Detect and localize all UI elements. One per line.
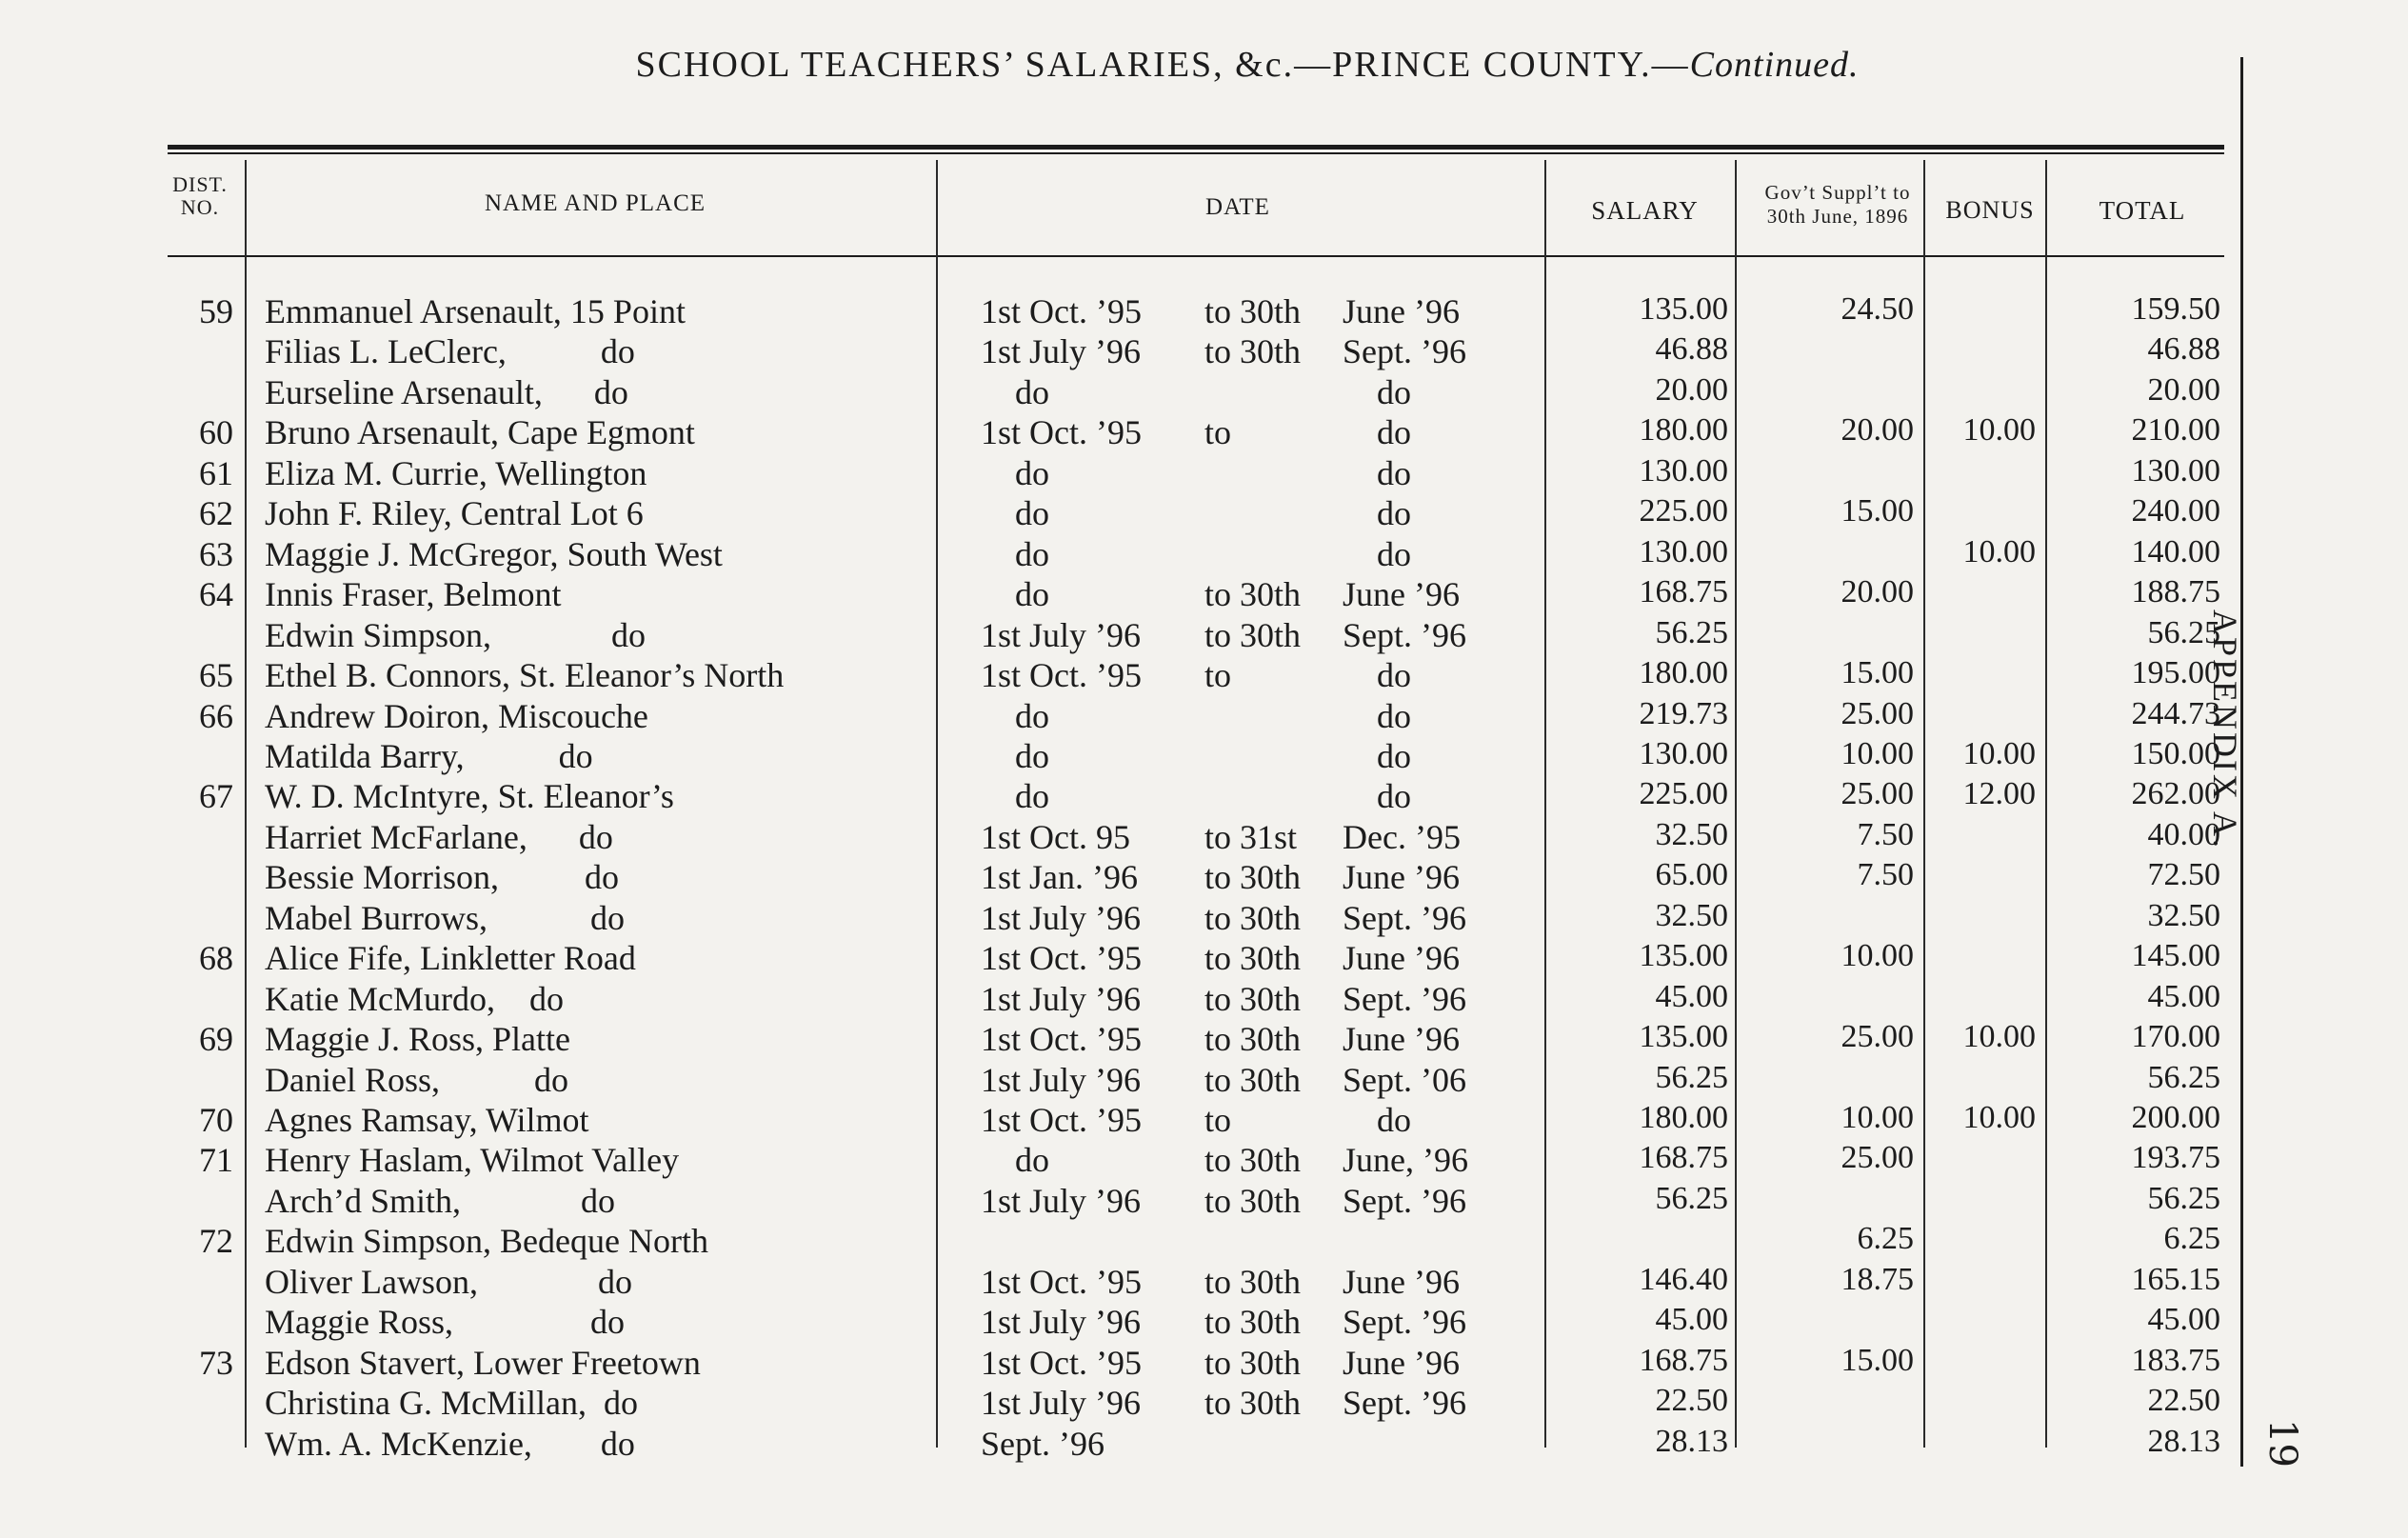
- gov-suppl-cell: 15.00: [1841, 493, 1914, 529]
- table-row: [0, 1019, 2408, 1059]
- date-to-cell: to 30th: [1204, 1303, 1302, 1342]
- table-row: [0, 1181, 2408, 1221]
- date-end-cell: June ’96: [1343, 858, 1460, 897]
- dist-no-cell: 64: [199, 575, 233, 614]
- gov-suppl-cell: 25.00: [1841, 776, 1914, 812]
- table-row: [0, 655, 2408, 695]
- total-cell: 210.00: [2131, 412, 2220, 449]
- date-from-cell: 1st July ’96: [981, 1060, 1142, 1099]
- header-rule: [168, 255, 2224, 257]
- top-rule-thick: [168, 145, 2224, 150]
- total-cell: 165.15: [2131, 1261, 2220, 1297]
- total-cell: 45.00: [2147, 1302, 2220, 1338]
- salary-cell: 130.00: [1639, 533, 1728, 569]
- date-to-cell: to 30th: [1204, 292, 1302, 330]
- name-place-cell: Edwin Simpson, Bedeque North: [265, 1222, 708, 1261]
- table-row: [0, 1302, 2408, 1342]
- name-place-cell: Agnes Ramsay, Wilmot: [265, 1101, 589, 1139]
- salary-cell: 135.00: [1639, 938, 1728, 974]
- date-end-cell: do: [1343, 736, 1411, 775]
- salary-cell: 22.50: [1655, 1383, 1728, 1419]
- salary-cell: 56.25: [1655, 1180, 1728, 1216]
- salary-cell: 180.00: [1639, 655, 1728, 691]
- bonus-cell: 10.00: [1962, 1100, 2036, 1135]
- page-title: [343, 44, 2152, 86]
- salary-cell: 219.73: [1639, 695, 1728, 731]
- salary-cell: 56.25: [1655, 614, 1728, 650]
- date-to-cell: to 30th: [1204, 939, 1302, 978]
- gov-suppl-cell: 18.75: [1841, 1261, 1914, 1297]
- name-place-cell: Bessie Morrison, do: [265, 858, 619, 897]
- date-from-cell: do: [981, 372, 1049, 411]
- date-from-cell: 1st July ’96: [981, 332, 1142, 371]
- total-cell: 240.00: [2131, 493, 2220, 529]
- dist-no-cell: 70: [199, 1101, 233, 1139]
- date-from-cell: 1st Oct. ’95: [981, 939, 1142, 978]
- salary-cell: 225.00: [1639, 493, 1728, 529]
- total-cell: 145.00: [2131, 938, 2220, 974]
- header-bonus: BONUS: [1945, 196, 2035, 224]
- header-gov-line2: 30th June, 1896: [1766, 205, 1909, 228]
- header-dist-no-line2: NO.: [180, 195, 220, 219]
- table-row: [0, 736, 2408, 776]
- table-row: [0, 1383, 2408, 1423]
- header-date: DATE: [1205, 194, 1270, 220]
- date-end-cell: do: [1343, 696, 1411, 735]
- header-dist-no: [157, 173, 243, 219]
- total-cell: 195.00: [2131, 655, 2220, 691]
- date-end-cell: Sept. ’96: [1343, 615, 1466, 654]
- date-from-cell: do: [981, 696, 1049, 735]
- name-place-cell: Emmanuel Arsenault, 15 Point: [265, 292, 686, 330]
- dist-no-cell: 67: [199, 777, 233, 816]
- name-place-cell: Eurseline Arsenault, do: [265, 372, 628, 411]
- table-row: [0, 1262, 2408, 1302]
- gov-suppl-cell: 10.00: [1841, 1100, 1914, 1135]
- salary-cell: 28.13: [1655, 1423, 1728, 1459]
- gov-suppl-cell: 7.50: [1857, 816, 1914, 852]
- table-row: [0, 979, 2408, 1019]
- salary-cell: 46.88: [1655, 331, 1728, 368]
- total-cell: 170.00: [2131, 1019, 2220, 1055]
- total-cell: 56.25: [2147, 1059, 2220, 1095]
- salary-cell: 168.75: [1639, 1342, 1728, 1378]
- date-from-cell: 1st July ’96: [981, 1384, 1142, 1423]
- name-place-cell: Arch’d Smith, do: [265, 1181, 615, 1220]
- total-cell: 22.50: [2147, 1383, 2220, 1419]
- total-cell: 183.75: [2131, 1342, 2220, 1378]
- date-from-cell: do: [981, 777, 1049, 816]
- table-row: [0, 291, 2408, 331]
- salary-cell: 146.40: [1639, 1261, 1728, 1297]
- name-place-cell: John F. Riley, Central Lot 6: [265, 494, 644, 533]
- name-place-cell: W. D. McIntyre, St. Eleanor’s: [265, 777, 674, 816]
- total-cell: 20.00: [2147, 371, 2220, 408]
- date-end-cell: Sept. ’96: [1343, 979, 1466, 1018]
- bonus-cell: 10.00: [1962, 735, 2036, 771]
- gov-suppl-cell: 7.50: [1857, 857, 1914, 893]
- date-to-cell: to 30th: [1204, 1020, 1302, 1059]
- bonus-cell: 12.00: [1962, 776, 2036, 812]
- salary-cell: 45.00: [1655, 1302, 1728, 1338]
- table-row: [0, 331, 2408, 371]
- title-continued: Continued.: [1689, 45, 1860, 85]
- date-end-cell: June ’96: [1343, 939, 1460, 978]
- header-salary: SALARY: [1591, 196, 1699, 225]
- dist-no-cell: 66: [199, 696, 233, 735]
- date-to-cell: to 30th: [1204, 1384, 1302, 1423]
- salary-cell: 135.00: [1639, 1019, 1728, 1055]
- total-cell: 159.50: [2131, 291, 2220, 327]
- total-cell: 46.88: [2147, 331, 2220, 368]
- name-place-cell: Maggie J. Ross, Platte: [265, 1020, 570, 1059]
- table-row: [0, 1343, 2408, 1383]
- gov-suppl-cell: 15.00: [1841, 655, 1914, 691]
- gov-suppl-cell: 20.00: [1841, 574, 1914, 610]
- date-from-cell: 1st Oct. ’95: [981, 1262, 1142, 1301]
- date-from-cell: do: [981, 1141, 1049, 1180]
- dist-no-cell: 72: [199, 1222, 233, 1261]
- date-from-cell: 1st July ’96: [981, 979, 1142, 1018]
- name-place-cell: Wm. A. McKenzie, do: [265, 1424, 635, 1463]
- date-from-cell: 1st July ’96: [981, 1303, 1142, 1342]
- date-end-cell: June ’96: [1343, 1262, 1460, 1301]
- date-from-cell: 1st Oct. ’95: [981, 1101, 1142, 1139]
- gov-suppl-cell: 10.00: [1841, 735, 1914, 771]
- dist-no-cell: 59: [199, 292, 233, 330]
- total-cell: 150.00: [2131, 735, 2220, 771]
- date-from-cell: 1st Oct. ’95: [981, 656, 1142, 695]
- date-from-cell: do: [981, 575, 1049, 614]
- date-end-cell: do: [1343, 494, 1411, 533]
- name-place-cell: Oliver Lawson, do: [265, 1262, 632, 1301]
- date-end-cell: June ’96: [1343, 1020, 1460, 1059]
- salary-cell: 180.00: [1639, 1100, 1728, 1135]
- bonus-cell: 10.00: [1962, 1019, 2036, 1055]
- name-place-cell: Edwin Simpson, do: [265, 615, 647, 654]
- date-to-cell: to 31st: [1204, 817, 1298, 856]
- table-row: [0, 817, 2408, 857]
- date-to-cell: to 30th: [1204, 1181, 1302, 1220]
- date-to-cell: to: [1204, 656, 1232, 695]
- name-place-cell: Harriet McFarlane, do: [265, 817, 613, 856]
- table-row: [0, 372, 2408, 412]
- date-to-cell: to: [1204, 1101, 1232, 1139]
- table-row: [0, 615, 2408, 655]
- date-from-cell: do: [981, 453, 1049, 492]
- salary-cell: 135.00: [1639, 291, 1728, 327]
- dist-no-cell: 61: [199, 453, 233, 492]
- gov-suppl-cell: 20.00: [1841, 412, 1914, 449]
- bonus-cell: 10.00: [1962, 412, 2036, 449]
- date-from-cell: 1st Oct. ’95: [981, 413, 1142, 452]
- total-cell: 244.73: [2131, 695, 2220, 731]
- gov-suppl-cell: 15.00: [1841, 1342, 1914, 1378]
- header-dist-no-line1: DIST.: [172, 172, 228, 196]
- table-row: [0, 696, 2408, 736]
- table-row: [0, 1060, 2408, 1100]
- name-place-cell: Edson Stavert, Lower Freetown: [265, 1343, 701, 1382]
- name-place-cell: Andrew Doiron, Miscouche: [265, 696, 648, 735]
- date-end-cell: Sept. ’96: [1343, 332, 1466, 371]
- date-end-cell: Sept. ’06: [1343, 1060, 1466, 1099]
- date-from-cell: 1st July ’96: [981, 1181, 1142, 1220]
- total-cell: 40.00: [2147, 816, 2220, 852]
- salary-cell: 130.00: [1639, 735, 1728, 771]
- total-cell: 72.50: [2147, 857, 2220, 893]
- table-row: [0, 453, 2408, 493]
- dist-no-cell: 63: [199, 534, 233, 573]
- table-row: [0, 534, 2408, 574]
- dist-no-cell: 68: [199, 939, 233, 978]
- date-end-cell: Sept. ’96: [1343, 1181, 1466, 1220]
- date-from-cell: 1st July ’96: [981, 615, 1142, 654]
- dist-no-cell: 62: [199, 494, 233, 533]
- date-from-cell: do: [981, 494, 1049, 533]
- date-to-cell: to 30th: [1204, 979, 1302, 1018]
- date-to-cell: to 30th: [1204, 1262, 1302, 1301]
- table-row: [0, 1100, 2408, 1140]
- date-to-cell: to 30th: [1204, 575, 1302, 614]
- date-to-cell: to: [1204, 413, 1232, 452]
- dist-no-cell: 60: [199, 413, 233, 452]
- total-cell: 56.25: [2147, 1180, 2220, 1216]
- total-cell: 45.00: [2147, 978, 2220, 1014]
- header-gov-line1: Gov’t Suppl’t to: [1764, 181, 1911, 204]
- date-end-cell: do: [1343, 656, 1411, 695]
- name-place-cell: Matilda Barry, do: [265, 736, 593, 775]
- date-end-cell: Sept. ’96: [1343, 898, 1466, 937]
- bonus-cell: 10.00: [1962, 533, 2036, 569]
- total-cell: 6.25: [2163, 1221, 2220, 1257]
- date-end-cell: June, ’96: [1343, 1141, 1468, 1180]
- dist-no-cell: 69: [199, 1020, 233, 1059]
- date-end-cell: do: [1343, 534, 1411, 573]
- name-place-cell: Katie McMurdo, do: [265, 979, 564, 1018]
- name-place-cell: Eliza M. Currie, Wellington: [265, 453, 647, 492]
- name-place-cell: Maggie Ross, do: [265, 1303, 625, 1342]
- date-end-cell: Sept. ’96: [1343, 1384, 1466, 1423]
- name-place-cell: Alice Fife, Linkletter Road: [265, 939, 636, 978]
- gov-suppl-cell: 24.50: [1841, 291, 1914, 327]
- table-row: [0, 898, 2408, 938]
- date-from-cell: 1st Jan. ’96: [981, 858, 1138, 897]
- date-from-cell: 1st Oct. ’95: [981, 292, 1142, 330]
- table-row: [0, 574, 2408, 614]
- name-place-cell: Henry Haslam, Wilmot Valley: [265, 1141, 680, 1180]
- salary-cell: 225.00: [1639, 776, 1728, 812]
- date-end-cell: June ’96: [1343, 1343, 1460, 1382]
- total-cell: 28.13: [2147, 1423, 2220, 1459]
- salary-cell: 56.25: [1655, 1059, 1728, 1095]
- name-place-cell: Filias L. LeClerc, do: [265, 332, 635, 371]
- date-end-cell: June ’96: [1343, 575, 1460, 614]
- gov-suppl-cell: 10.00: [1841, 938, 1914, 974]
- date-to-cell: to 30th: [1204, 898, 1302, 937]
- total-cell: 200.00: [2131, 1100, 2220, 1135]
- date-from-cell: Sept. ’96: [981, 1424, 1104, 1463]
- salary-cell: 65.00: [1655, 857, 1728, 893]
- table-row: [0, 776, 2408, 816]
- gov-suppl-cell: 6.25: [1857, 1221, 1914, 1257]
- total-cell: 262.00: [2131, 776, 2220, 812]
- salary-cell: 168.75: [1639, 574, 1728, 610]
- name-place-cell: Mabel Burrows, do: [265, 898, 625, 937]
- table-row: [0, 493, 2408, 533]
- date-to-cell: to 30th: [1204, 615, 1302, 654]
- table-row: [0, 938, 2408, 978]
- date-to-cell: to 30th: [1204, 1141, 1302, 1180]
- salary-cell: 180.00: [1639, 412, 1728, 449]
- date-to-cell: to 30th: [1204, 858, 1302, 897]
- name-place-cell: Bruno Arsenault, Cape Egmont: [265, 413, 695, 452]
- dist-no-cell: 65: [199, 656, 233, 695]
- name-place-cell: Christina G. McMillan, do: [265, 1384, 638, 1423]
- date-from-cell: 1st Oct. ’95: [981, 1343, 1142, 1382]
- date-to-cell: to 30th: [1204, 1343, 1302, 1382]
- date-end-cell: do: [1343, 413, 1411, 452]
- table-row: [0, 1221, 2408, 1261]
- header-gov-suppl: [1742, 181, 1933, 229]
- dist-no-cell: 73: [199, 1343, 233, 1382]
- header-name-place: NAME AND PLACE: [484, 190, 706, 216]
- dist-no-cell: 71: [199, 1141, 233, 1180]
- date-end-cell: do: [1343, 372, 1411, 411]
- date-end-cell: do: [1343, 1101, 1411, 1139]
- date-from-cell: do: [981, 534, 1049, 573]
- name-place-cell: Maggie J. McGregor, South West: [265, 534, 723, 573]
- salary-cell: 130.00: [1639, 452, 1728, 489]
- date-from-cell: 1st July ’96: [981, 898, 1142, 937]
- table-row: [0, 857, 2408, 897]
- title-main: SCHOOL TEACHERS’ SALARIES, &c.—PRINCE COUNTY.—: [635, 45, 1690, 85]
- salary-cell: 45.00: [1655, 978, 1728, 1014]
- page-number: 19: [2260, 1419, 2304, 1468]
- date-to-cell: to 30th: [1204, 332, 1302, 371]
- date-end-cell: do: [1343, 777, 1411, 816]
- date-from-cell: 1st Oct. ’95: [981, 1020, 1142, 1059]
- date-end-cell: do: [1343, 453, 1411, 492]
- total-cell: 130.00: [2131, 452, 2220, 489]
- salary-cell: 20.00: [1655, 371, 1728, 408]
- total-cell: 56.25: [2147, 614, 2220, 650]
- date-from-cell: do: [981, 736, 1049, 775]
- date-end-cell: Sept. ’96: [1343, 1303, 1466, 1342]
- date-end-cell: Dec. ’95: [1343, 817, 1461, 856]
- total-cell: 140.00: [2131, 533, 2220, 569]
- table-row: [0, 1424, 2408, 1464]
- date-end-cell: June ’96: [1343, 292, 1460, 330]
- date-to-cell: to 30th: [1204, 1060, 1302, 1099]
- total-cell: 32.50: [2147, 897, 2220, 933]
- total-cell: 188.75: [2131, 574, 2220, 610]
- name-place-cell: Innis Fraser, Belmont: [265, 575, 562, 614]
- table-row: [0, 1140, 2408, 1180]
- header-total: TOTAL: [2099, 196, 2186, 225]
- top-rule-thin: [168, 152, 2224, 154]
- gov-suppl-cell: 25.00: [1841, 1140, 1914, 1176]
- salary-cell: 32.50: [1655, 897, 1728, 933]
- salary-cell: 32.50: [1655, 816, 1728, 852]
- gov-suppl-cell: 25.00: [1841, 1019, 1914, 1055]
- salary-cell: 168.75: [1639, 1140, 1728, 1176]
- name-place-cell: Ethel B. Connors, St. Eleanor’s North: [265, 656, 785, 695]
- appendix-label: APPENDIX A.: [2206, 609, 2244, 851]
- table-row: [0, 412, 2408, 452]
- name-place-cell: Daniel Ross, do: [265, 1060, 568, 1099]
- gov-suppl-cell: 25.00: [1841, 695, 1914, 731]
- date-from-cell: 1st Oct. 95: [981, 817, 1130, 856]
- total-cell: 193.75: [2131, 1140, 2220, 1176]
